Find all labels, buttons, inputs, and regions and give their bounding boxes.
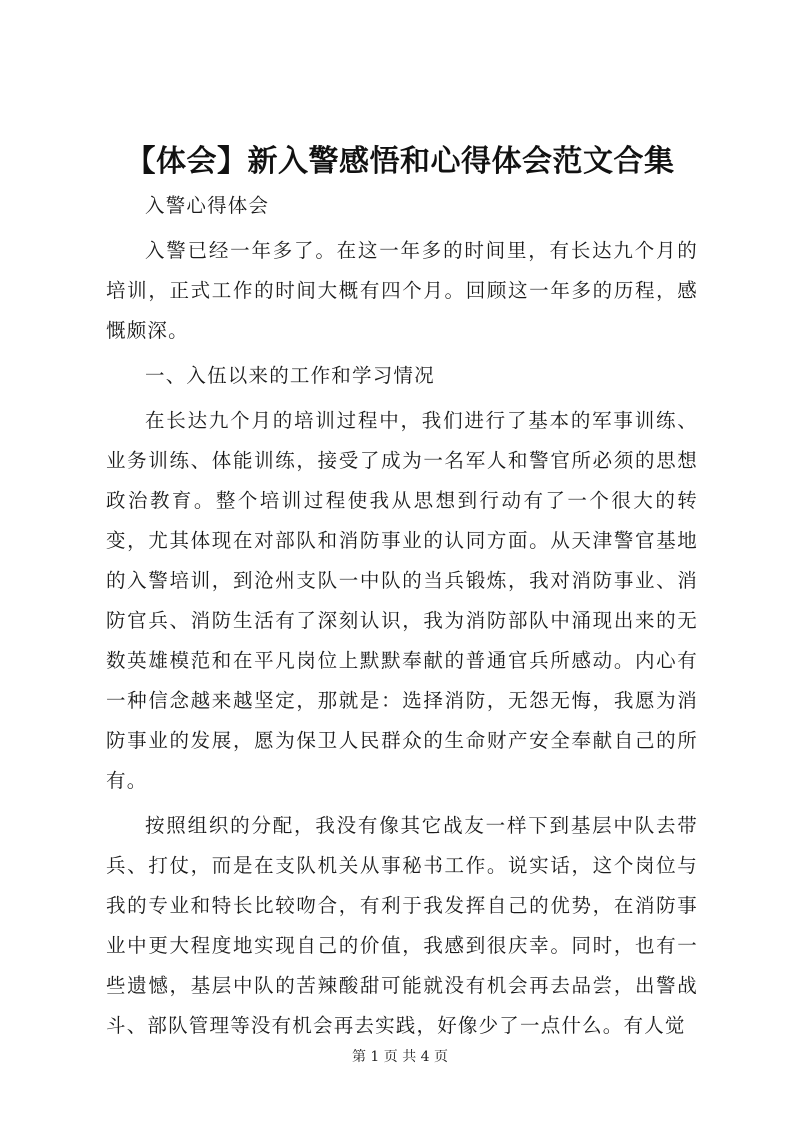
document-body (106, 186, 698, 1051)
paragraph: 入警已经一年多了。在这一年多的时间里，有长达九个月的培训，正式工作的时间大概有四个月。回顾这一年多的历程，感慨颇深。 (106, 239, 698, 342)
paragraph-heading-intro: 入警心得体会 (145, 194, 270, 217)
page-footer: 第 1 页 共 4 页 (351, 1049, 449, 1065)
document-title: 【体会】新入警感悟和心得体会范文合集 (125, 144, 675, 179)
section-heading: 一、入伍以来的工作和学习情况 (145, 364, 435, 387)
paragraph: 在长达九个月的培训过程中，我们进行了基本的军事训练、业务训练、体能训练，接受了成为一名军人和警官所必须的思想政治教育。整个培训过程使我从思想到行动有了一个很大的转变，尤其体现在对部队和消防事业的认同方面。从天津警官基地的入警培训，到沧州支队一中队的当兵锻炼，我对消防事业、消防官兵、消防生活有了深刻认识，我为消防部队中涌现出来的无数英雄模范和在平凡岗位上默默奉献的普通官兵所感动。内心有一种信念越来越坚定，那就是：选择消防，无怨无悔，我愿为消防事业的发展，愿为保卫人民群众的生命财产安全奉献自己的所有。 (106, 409, 698, 792)
paragraph: 按照组织的分配，我没有像其它战友一样下到基层中队去带兵、打仗，而是在支队机关从事秘书工作。说实话，这个岗位与我的专业和特长比较吻合，有利于我发挥自己的优势，在消防事业中更大程度地实现自己的价值，我感到很庆幸。同时，也有一些遗憾，基层中队的苦辣酸甜可能就没有机会再去品尝，出警战斗、部队管理等没有机会再去实践，好像少了一点什么。有人觉 (106, 814, 698, 1037)
